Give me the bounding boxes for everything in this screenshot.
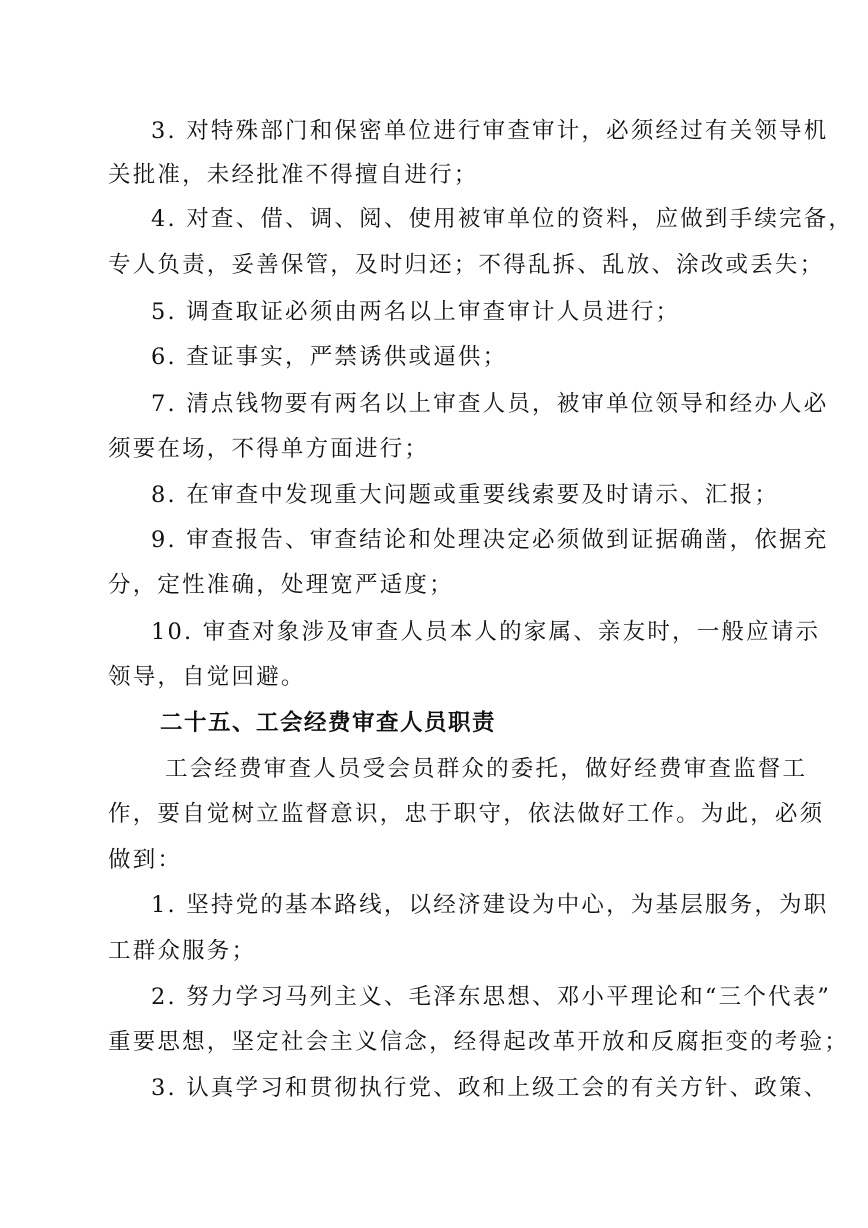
item-9-line-2: 分，定性准确，处理宽严适度； bbox=[108, 572, 454, 598]
item-6-line: 6. 查证事实，严禁诱供或逼供； bbox=[151, 344, 508, 370]
duty-3-line-1: 3. 认真学习和贯彻执行党、政和上级工会的有关方针、政策、 bbox=[151, 1075, 829, 1101]
section-heading: 二十五、工会经费审查人员职责 bbox=[160, 710, 497, 736]
item-10-line-2: 领导，自觉回避。 bbox=[108, 664, 306, 690]
duty-2-line-1: 2. 努力学习马列主义、毛泽东思想、邓小平理论和“三个代表” bbox=[151, 984, 832, 1010]
intro-line-1: 工会经费审查人员受会员群众的委托，做好经费审查监督工 bbox=[165, 756, 808, 782]
item-7-line-2: 须要在场，不得单方面进行； bbox=[108, 436, 430, 462]
duty-2-line-2: 重要思想，坚定社会主义信念，经得起改革开放和反腐拒变的考验； bbox=[108, 1029, 850, 1055]
duty-1-line-1: 1. 坚持党的基本路线，以经济建设为中心，为基层服务，为职 bbox=[151, 892, 829, 918]
duty-1-line-2: 工群众服务； bbox=[108, 938, 257, 964]
item-9-line-1: 9. 审查报告、审查结论和处理决定必须做到证据确凿，依据充 bbox=[151, 527, 829, 553]
item-8-line: 8. 在审查中发现重大问题或重要线索要及时请示、汇报； bbox=[151, 482, 780, 508]
item-5-line: 5. 调查取证必须由两名以上审查审计人员进行； bbox=[151, 299, 681, 325]
item-10-line-1: 10. 审查对象涉及审查人员本人的家属、亲友时，一般应请示 bbox=[151, 619, 821, 645]
item-4-line-2: 专人负责，妥善保管，及时归还；不得乱拆、乱放、涂改或丢失； bbox=[108, 252, 825, 278]
item-7-line-1: 7. 清点钱物要有两名以上审查人员，被审单位领导和经办人必 bbox=[151, 391, 829, 417]
item-4-line-1: 4. 对查、借、调、阅、使用被审单位的资料，应做到手续完备， bbox=[151, 206, 854, 232]
intro-line-3: 做到： bbox=[108, 847, 183, 873]
item-3-line-1: 3. 对特殊部门和保密单位进行审查审计，必须经过有关领导机 bbox=[151, 118, 829, 144]
intro-line-2: 作，要自觉树立监督意识，忠于职守，依法做好工作。为此，必须 bbox=[108, 801, 825, 827]
item-3-line-2: 关批准，未经批准不得擅自进行； bbox=[108, 162, 479, 188]
